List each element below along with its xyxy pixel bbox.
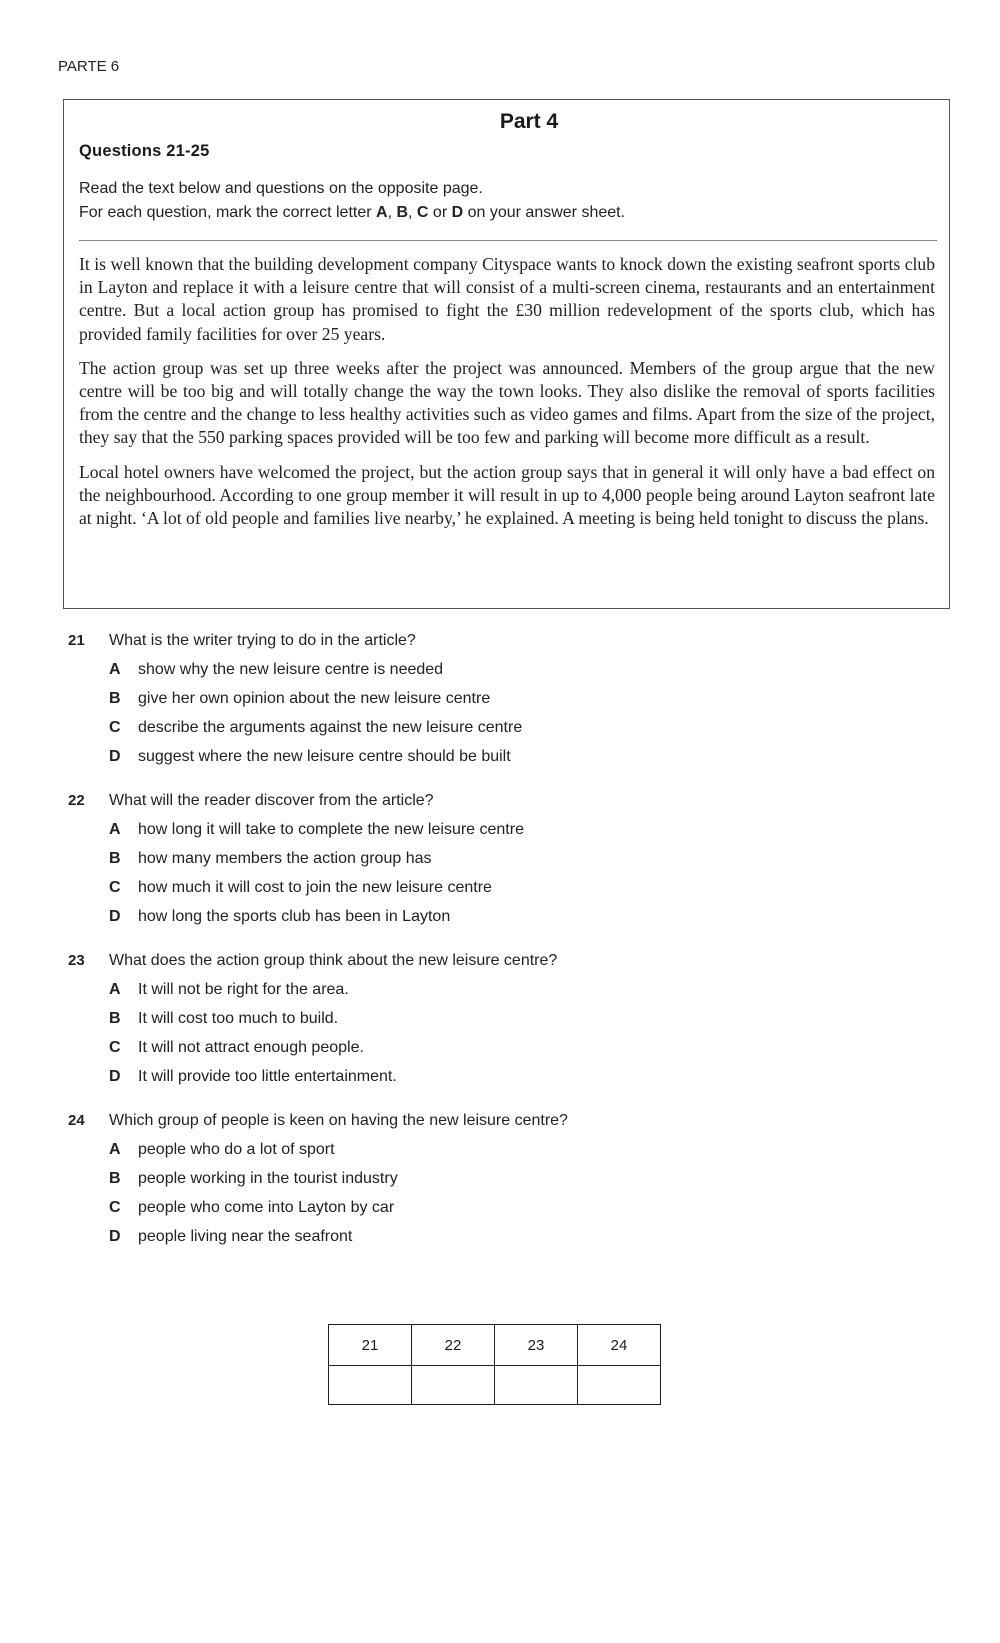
option-text: give her own opinion about the new leisure centre [138,690,491,707]
question-text: Which group of people is keen on having the new leisure centre? [109,1112,568,1129]
option-letter: A [109,821,121,838]
option-b[interactable] [68,1170,568,1199]
page-label: PARTE 6 [58,58,120,75]
option-a[interactable] [68,661,522,690]
option-letter: C [109,719,121,736]
option-letter: A [109,1141,121,1158]
question-23 [68,952,557,1097]
question-22 [68,792,524,937]
part-title: Part 4 [499,110,559,133]
option-b[interactable] [68,690,522,719]
option-letter: C [109,1039,121,1056]
letter-c: C [416,204,429,221]
answer-header-23: 23 [495,1325,578,1366]
question-21 [68,632,522,777]
passage-paragraph-2: The action group was set up three weeks after the project was announced. Members of the group argue that the new centre will be too big and will totally change the way the town looks. They also dislike the removal of sports facilities from the centre and the change to less healthy activities such as video games and films. Apart from the size of the project, they say that the 550 parking spaces provided will be too few and parking will become more difficult as a result. [79,357,935,448]
answer-cell-21[interactable] [329,1366,412,1405]
answer-header-21: 21 [329,1325,412,1366]
answer-cell-22[interactable] [412,1366,495,1405]
instruction-line-2 [79,204,625,222]
option-letter: C [109,1199,121,1216]
option-d[interactable] [68,748,522,777]
option-a[interactable] [68,981,557,1010]
option-letter: B [109,850,121,867]
question-number: 21 [68,632,85,649]
option-text: how much it will cost to join the new leisure centre [138,879,492,896]
option-letter: A [109,661,121,678]
option-letter: B [109,690,121,707]
instruction-prefix: For each question, mark the correct letter [79,204,377,221]
option-c[interactable] [68,1039,557,1068]
option-text: It will cost too much to build. [138,1010,339,1027]
answer-header-24: 24 [578,1325,661,1366]
option-d[interactable] [68,1068,557,1097]
option-letter: B [109,1010,121,1027]
option-text: It will not be right for the area. [138,981,349,998]
option-text: people who come into Layton by car [138,1199,395,1216]
option-letter: D [109,1228,121,1245]
option-b[interactable] [68,850,524,879]
option-text: It will provide too little entertainment. [138,1068,397,1085]
separator: , [408,204,417,221]
option-text: people who do a lot of sport [138,1141,335,1158]
answer-header-22: 22 [412,1325,495,1366]
passage [79,253,935,541]
option-text: how long it will take to complete the new leisure centre [138,821,524,838]
question-number: 22 [68,792,85,809]
option-text: people living near the seafront [138,1228,353,1245]
option-text: how long the sports club has been in Layton [138,908,451,925]
letter-a: A [376,204,388,221]
reading-text-box [63,99,950,609]
option-c[interactable] [68,879,524,908]
question-number: 23 [68,952,85,969]
option-letter: B [109,1170,121,1187]
question-text: What will the reader discover from the article? [109,792,434,809]
option-letter: A [109,981,121,998]
question-text: What is the writer trying to do in the article? [109,632,416,649]
option-text: It will not attract enough people. [138,1039,364,1056]
option-text: suggest where the new leisure centre should be built [138,748,511,765]
answer-cell-24[interactable] [578,1366,661,1405]
question-24 [68,1112,568,1257]
letter-b: B [396,204,409,221]
option-text: show why the new leisure centre is needed [138,661,444,678]
divider [79,240,937,241]
separator: or [428,204,452,221]
instruction-suffix: on your answer sheet. [463,204,626,221]
option-letter: D [109,748,121,765]
option-letter: D [109,1068,121,1085]
option-text: people working in the tourist industry [138,1170,398,1187]
passage-paragraph-1: It is well known that the building development company Cityspace wants to knock down the existing seafront sports club in Layton and replace it with a leisure centre that will consist of a multi-screen cinema, restaurants and an entertainment centre. But a local action group has promised to fight the £30 million redevelopment of the sports club, which has provided family facilities for over 25 years. [79,254,935,344]
question-number: 24 [68,1112,85,1129]
instruction-line-1: Read the text below and questions on the opposite page. [79,180,483,197]
option-b[interactable] [68,1010,557,1039]
passage-paragraph-3: Local hotel owners have welcomed the project, but the action group says that in general it will only have a bad effect on the neighbourhood. According to one group member it will result in up to 4,000 people being around Layton seafront late at night. ‘A lot of old people and families live nearby,’ he explained. A meeting is being held tonight to discuss the plans. [79,461,935,529]
answer-cell-23[interactable] [495,1366,578,1405]
option-a[interactable] [68,1141,568,1170]
option-a[interactable] [68,821,524,850]
option-letter: C [109,879,121,896]
option-d[interactable] [68,908,524,937]
option-letter: D [109,908,121,925]
answer-table [328,1324,661,1405]
option-d[interactable] [68,1228,568,1257]
option-c[interactable] [68,1199,568,1228]
option-text: how many members the action group has [138,850,432,867]
question-text: What does the action group think about the new leisure centre? [109,952,558,969]
option-c[interactable] [68,719,522,748]
separator: , [387,204,397,221]
option-text: describe the arguments against the new leisure centre [138,719,523,736]
letter-d: D [451,204,464,221]
questions-range: Questions 21-25 [79,142,210,160]
